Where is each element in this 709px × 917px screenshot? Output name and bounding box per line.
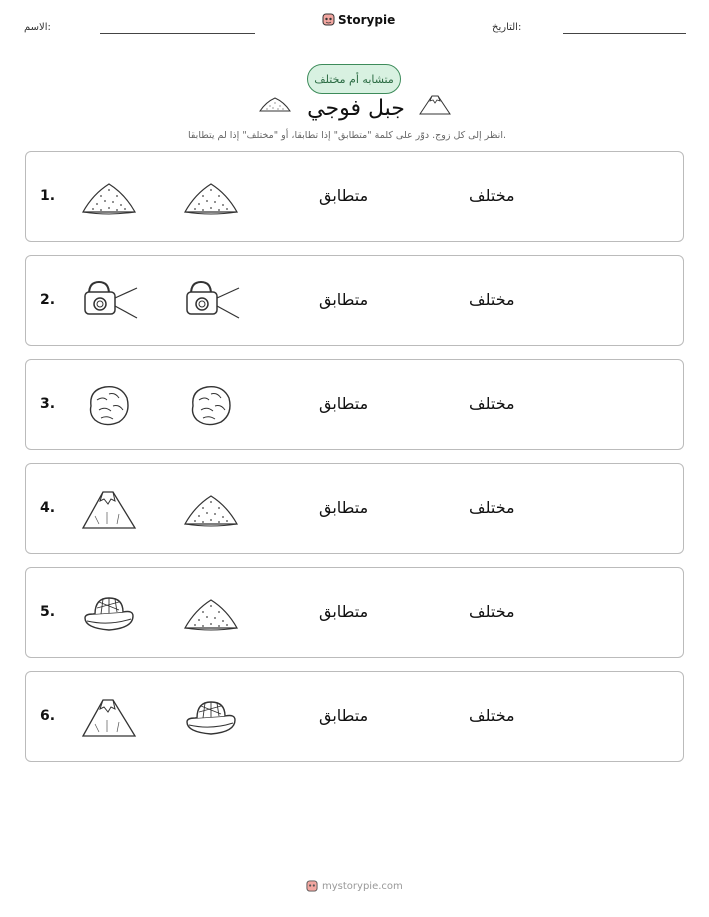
question-number: 1. bbox=[40, 188, 56, 204]
footer-url: mystorypie.com bbox=[322, 880, 403, 892]
name-line[interactable] bbox=[100, 33, 255, 34]
sand-pile-icon bbox=[181, 484, 241, 534]
date-label: التاريخ: bbox=[492, 22, 522, 33]
storypie-mascot-icon bbox=[322, 12, 335, 27]
question-row bbox=[25, 359, 684, 450]
question-number: 5. bbox=[40, 604, 56, 620]
question-row bbox=[25, 567, 684, 658]
question-number: 2. bbox=[40, 292, 56, 308]
sandal-icon bbox=[181, 692, 241, 742]
different-option[interactable]: مختلف bbox=[469, 186, 515, 205]
question-number: 3. bbox=[40, 396, 56, 412]
date-line[interactable] bbox=[563, 33, 686, 34]
question-row bbox=[25, 255, 684, 346]
mountain-icon bbox=[79, 692, 139, 742]
same-option[interactable]: متطابق bbox=[319, 186, 369, 205]
rock-icon bbox=[181, 380, 241, 430]
different-option[interactable]: مختلف bbox=[469, 290, 515, 309]
sand-pile-icon bbox=[79, 172, 139, 222]
sand-pile-icon bbox=[181, 588, 241, 638]
question-number: 6. bbox=[40, 708, 56, 724]
category-badge: متشابه أم مختلف bbox=[307, 64, 401, 94]
sandal-icon bbox=[79, 588, 139, 638]
mountain-icon bbox=[79, 484, 139, 534]
question-row bbox=[25, 151, 684, 242]
question-number: 4. bbox=[40, 500, 56, 516]
same-option[interactable]: متطابق bbox=[319, 290, 369, 309]
different-option[interactable]: مختلف bbox=[469, 602, 515, 621]
brand-name: Storypie bbox=[338, 12, 396, 27]
same-option[interactable]: متطابق bbox=[319, 602, 369, 621]
sand-pile-icon bbox=[258, 94, 292, 114]
same-option[interactable]: متطابق bbox=[319, 706, 369, 725]
camera-icon bbox=[79, 276, 139, 326]
question-row bbox=[25, 671, 684, 762]
same-option[interactable]: متطابق bbox=[319, 498, 369, 517]
different-option[interactable]: مختلف bbox=[469, 498, 515, 517]
same-option[interactable]: متطابق bbox=[319, 394, 369, 413]
footer bbox=[306, 879, 403, 893]
page-title: جبل فوجي bbox=[307, 96, 405, 121]
storypie-mascot-icon bbox=[306, 879, 318, 893]
different-option[interactable]: مختلف bbox=[469, 706, 515, 725]
question-row bbox=[25, 463, 684, 554]
rock-icon bbox=[79, 380, 139, 430]
sand-pile-icon bbox=[181, 172, 241, 222]
different-option[interactable]: مختلف bbox=[469, 394, 515, 413]
camera-icon bbox=[181, 276, 241, 326]
instructions: انظر إلى كل زوج. دوّر على كلمة "متطابق" إذا تطابقا، أو "مختلف" إذا لم يتطابقا. bbox=[187, 130, 506, 141]
name-label: الاسم: bbox=[24, 22, 51, 33]
brand-logo bbox=[322, 12, 395, 27]
mountain-icon bbox=[418, 91, 452, 117]
